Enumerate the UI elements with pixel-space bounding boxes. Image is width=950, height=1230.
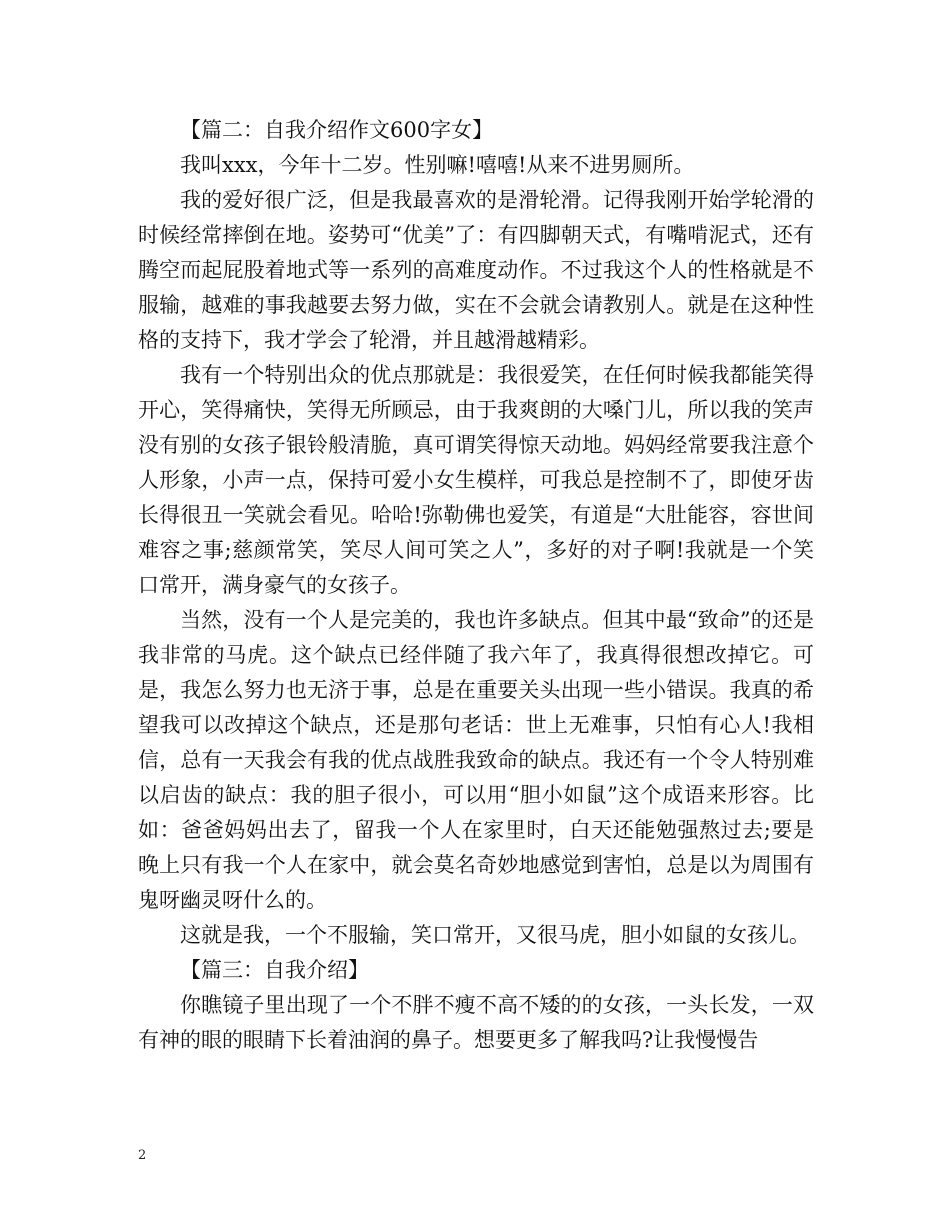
section-heading-part-two: 【篇二：自我介绍作文600字女】	[180, 118, 494, 142]
page-number: 2	[138, 1148, 147, 1163]
document-body	[138, 113, 814, 1058]
section-heading-part-three: 【篇三：自我介绍】	[180, 958, 369, 982]
paragraph-mirror: 你瞧镜子里出现了一个不胖不瘦不高不矮的的女孩，一头长发，一双有神的眼的眼睛下长着油润的鼻子。想要更多了解我吗?让我慢慢告	[138, 993, 814, 1052]
paragraph-laughing: 我有一个特别出众的优点那就是：我很爱笑，在任何时候我都能笑得开心，笑得痛快，笑得无所顾忌，由于我爽朗的大嗓门儿，所以我的笑声没有别的女孩子银铃般清脆，真可谓笑得惊天动地。妈妈经常要我注意个人形象，小声一点，保持可爱小女生模样，可我总是控制不了，即使牙齿长得很丑一笑就会看见。哈哈!弥勒佛也爱笑，有道是“大肚能容，容世间难容之事;慈颜常笑，笑尽人间可笑之人”，多好的对子啊!我就是一个笑口常开，满身豪气的女孩子。	[138, 363, 814, 597]
paragraph-hobby-skating: 我的爱好很广泛，但是我最喜欢的是滑轮滑。记得我刚开始学轮滑的时候经常摔倒在地。姿势可“优美”了：有四脚朝天式，有嘴啃泥式，还有腾空而起屁股着地式等一系列的高难度动作。不过我这个人的性格就是不服输，越难的事我越要去努力做，实在不会就会请教别人。就是在这种性格的支持下，我才学会了轮滑，并且越滑越精彩。	[138, 188, 814, 352]
paragraph-name-age: 我叫xxx，今年十二岁。性别嘛!嘻嘻!从来不进男厕所。	[180, 153, 695, 177]
paragraph-summary: 这就是我，一个不服输，笑口常开，又很马虎，胆小如鼠的女孩儿。	[180, 923, 810, 947]
paragraph-shortcomings: 当然，没有一个人是完美的，我也许多缺点。但其中最“致命”的还是我非常的马虎。这个缺点已经伴随了我六年了，我真得很想改掉它。可是，我怎么努力也无济于事，总是在重要关头出现一些小错误。我真的希望我可以改掉这个缺点，还是那句老话：世上无难事，只怕有心人!我相信，总有一天我会有我的优点战胜我致命的缺点。我还有一个令人特别难以启齿的缺点：我的胆子很小，可以用“胆小如鼠”这个成语来形容。比如：爸爸妈妈出去了，留我一个人在家里时，白天还能勉强熬过去;要是晚上只有我一个人在家中，就会莫名奇妙地感觉到害怕，总是以为周围有鬼呀幽灵呀什么的。	[138, 608, 814, 912]
